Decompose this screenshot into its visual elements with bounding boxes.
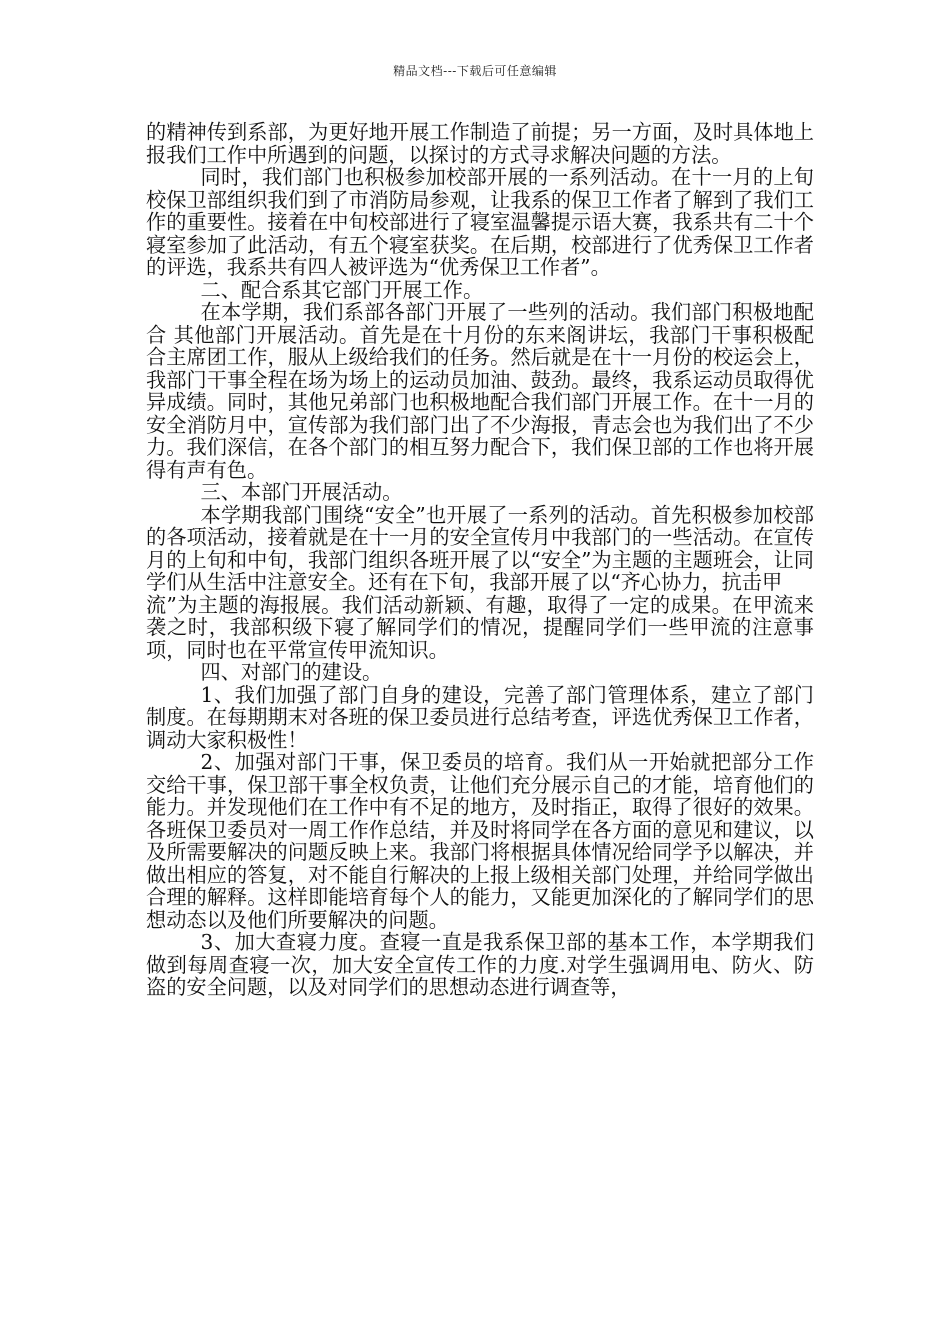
- paragraph-cooperation: 在本学期，我们系部各部门开展了一些列的活动。我们部门积极地配合 其他部门开展活动。首先是在十月份的东来阁讲坛，我部门干事积极配合主席团工作，服从上级给我们的任务。然后就是在十一月份的校运会上，我部门干事全程在场为场上的运动员加油、鼓劲。最终，我系运动员取得优异成绩。同时，其他兄弟部门也积极地配合我们部门开展工作。在十一月的安全消防月中，宣传部为我们部门出了不少海报，青志会也为我们出了不少力。我们深信，在各个部门的相互努力配合下，我们保卫部的工作也将开展得有声有色。: [146, 300, 814, 482]
- paragraph-item-3: 3、加大查寝力度。查寝一直是我系保卫部的基本工作，本学期我们做到每周查寝一次，加大安全宣传工作的力度.对学生强调用电、防火、防盗的安全问题，以及对同学们的思想动态进行调查等，: [146, 930, 814, 999]
- section-heading-4: 四、对部门的建设。: [200, 660, 383, 684]
- section-heading-3: 三、本部门开展活动。: [200, 480, 403, 504]
- document-body: [146, 121, 814, 999]
- paragraph-school-activities: 同时，我们部门也积极参加校部开展的一系列活动。在十一月的上旬校保卫部组织我们到了市消防局参观，让我系的保卫工作者了解到了我们工作的重要性。接着在中旬校部进行了寝室温馨提示语大赛，我系共有二十个寝室参加了此活动，有五个寝室获奖。在后期，校部进行了优秀保卫工作者的评选，我系共有四人被评选为“优秀保卫工作者”。: [146, 165, 814, 279]
- paragraph-continuation: 的精神传到系部，为更好地开展工作制造了前提；另一方面，及时具体地上报我们工作中所遇到的问题，以探讨的方式寻求解决问题的方法。: [146, 120, 814, 167]
- paragraph-item-2: 2、加强对部门干事，保卫委员的培育。我们从一开始就把部分工作交给干事，保卫部干事全权负责，让他们充分展示自己的才能，培育他们的能力。并发现他们在工作中有不足的地方，及时指正，取得了很好的效果。各班保卫委员对一周工作作总结，并及时将同学在各方面的意见和建议，以及所需要解决的问题反映上来。我部门将根据具体情况给同学予以解决，并做出相应的答复，对不能自行解决的上报上级相关部门处理，并给同学做出合理的解释。这样即能培育每个人的能力，又能更加深化的了解同学们的思想动态以及他们所要解决的问题。: [146, 750, 814, 932]
- paragraph-safety-activities: 本学期我部门围绕“安全”也开展了一系列的活动。首先积极参加校部的各项活动，接着就是在十一月的安全宣传月中我部门的一些活动。在宣传月的上旬和中旬，我部门组织各班开展了以“安全”为主题的主题班会，让同学们从生活中注意安全。还有在下旬，我部开展了以“齐心协力，抗击甲: [146, 502, 814, 594]
- paragraph-item-1: 1、我们加强了部门自身的建设，完善了部门管理体系，建立了部门制度。在每期期末对各班的保卫委员进行总结考查，评选优秀保卫工作者，调动大家积极性！: [146, 682, 814, 752]
- paragraph-poster-exhibition: 流”为主题的海报展。我们活动新颖、有趣，取得了一定的成果。在甲流来袭之时，我部积级下寝了解同学们的情况，提醒同学们一些甲流的注意事项，同时也在平常宣传甲流知识。: [146, 592, 814, 662]
- page-header: 精品文档---下载后可任意编辑: [393, 64, 557, 78]
- section-heading-2: 二、配合系其它部门开展工作。: [200, 277, 484, 302]
